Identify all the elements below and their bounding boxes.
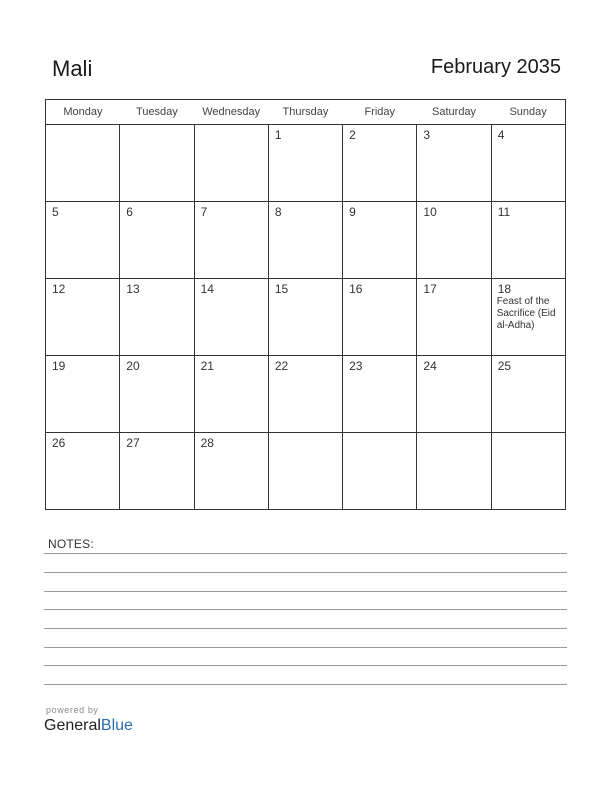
day-cell — [343, 125, 417, 202]
note-line — [44, 628, 567, 629]
day-number: 22 — [274, 359, 289, 373]
day-cell — [46, 125, 120, 202]
day-cell — [268, 356, 342, 433]
day-cell — [120, 202, 194, 279]
note-line — [44, 647, 567, 648]
weekday-header: Saturday — [417, 100, 491, 125]
brand-general: General — [44, 717, 101, 734]
calendar-grid — [45, 99, 566, 510]
day-cell — [120, 356, 194, 433]
day-cell — [417, 125, 491, 202]
day-cell — [343, 202, 417, 279]
weekday-header: Sunday — [491, 100, 565, 125]
day-cell — [417, 433, 491, 510]
day-cell — [194, 433, 268, 510]
day-cell — [417, 356, 491, 433]
weekday-header: Monday — [46, 100, 120, 125]
day-number: 2 — [349, 128, 356, 142]
day-number: 5 — [52, 205, 59, 219]
holiday-label: Feast of the Sacrifice (Eid al-Adha) — [496, 296, 556, 331]
day-cell — [491, 125, 565, 202]
day-number: 14 — [200, 282, 214, 296]
day-cell — [343, 279, 417, 356]
day-number: 10 — [423, 205, 437, 219]
day-cell — [120, 125, 194, 202]
day-number: 8 — [274, 205, 282, 219]
day-cell — [120, 279, 194, 356]
day-number: 11 — [497, 205, 511, 219]
week-row — [46, 433, 566, 510]
note-line — [44, 684, 567, 685]
day-number: 26 — [52, 436, 66, 450]
note-line — [44, 553, 567, 554]
day-cell — [343, 433, 417, 510]
day-number: 21 — [200, 359, 214, 373]
day-cell — [194, 279, 268, 356]
note-line — [44, 609, 567, 610]
day-number: 9 — [349, 205, 356, 219]
day-cell — [46, 279, 120, 356]
day-cell — [194, 202, 268, 279]
day-number: 12 — [52, 282, 66, 296]
day-number: 19 — [52, 359, 66, 373]
weekday-header: Wednesday — [194, 100, 268, 125]
day-cell — [491, 202, 565, 279]
day-number: 4 — [497, 128, 505, 142]
notes-label: NOTES: — [48, 537, 94, 551]
day-cell — [46, 356, 120, 433]
day-cell — [343, 356, 417, 433]
week-row — [46, 125, 566, 202]
day-number: 1 — [274, 128, 282, 142]
weekday-header: Tuesday — [120, 100, 194, 125]
day-cell — [268, 433, 342, 510]
country-title: Mali — [52, 56, 93, 81]
day-number: 6 — [126, 205, 133, 219]
day-cell — [268, 202, 342, 279]
weekday-header: Thursday — [268, 100, 342, 125]
day-number: 18 — [497, 282, 512, 296]
note-line — [44, 665, 567, 666]
day-cell — [194, 125, 268, 202]
day-number: 23 — [349, 359, 363, 373]
day-number: 3 — [423, 128, 431, 142]
day-number: 20 — [126, 359, 140, 373]
day-number: 24 — [423, 359, 437, 373]
note-line — [44, 591, 567, 592]
day-cell — [120, 433, 194, 510]
brand-blue: Blue — [100, 717, 133, 734]
day-number: 15 — [274, 282, 289, 296]
day-cell — [491, 356, 565, 433]
powered-by-label: powered by — [46, 705, 99, 715]
week-row — [46, 279, 566, 356]
day-number: 27 — [126, 436, 140, 450]
weekday-header: Friday — [343, 100, 417, 125]
brand-logo[interactable] — [44, 717, 133, 735]
day-cell — [194, 356, 268, 433]
day-cell — [268, 125, 342, 202]
day-number: 28 — [200, 436, 214, 450]
day-cell — [417, 279, 491, 356]
day-number: 25 — [497, 359, 512, 373]
day-number: 17 — [423, 282, 437, 296]
day-cell — [417, 202, 491, 279]
day-cell — [491, 433, 565, 510]
day-cell — [46, 433, 120, 510]
day-number: 16 — [349, 282, 363, 296]
note-line — [44, 572, 567, 573]
day-cell — [491, 279, 565, 356]
day-cell — [268, 279, 342, 356]
month-title: February 2035 — [430, 56, 561, 78]
day-number: 7 — [200, 205, 208, 219]
weekday-header-row — [46, 100, 566, 125]
day-number: 13 — [126, 282, 140, 296]
day-cell — [46, 202, 120, 279]
week-row — [46, 356, 566, 433]
week-row — [46, 202, 566, 279]
